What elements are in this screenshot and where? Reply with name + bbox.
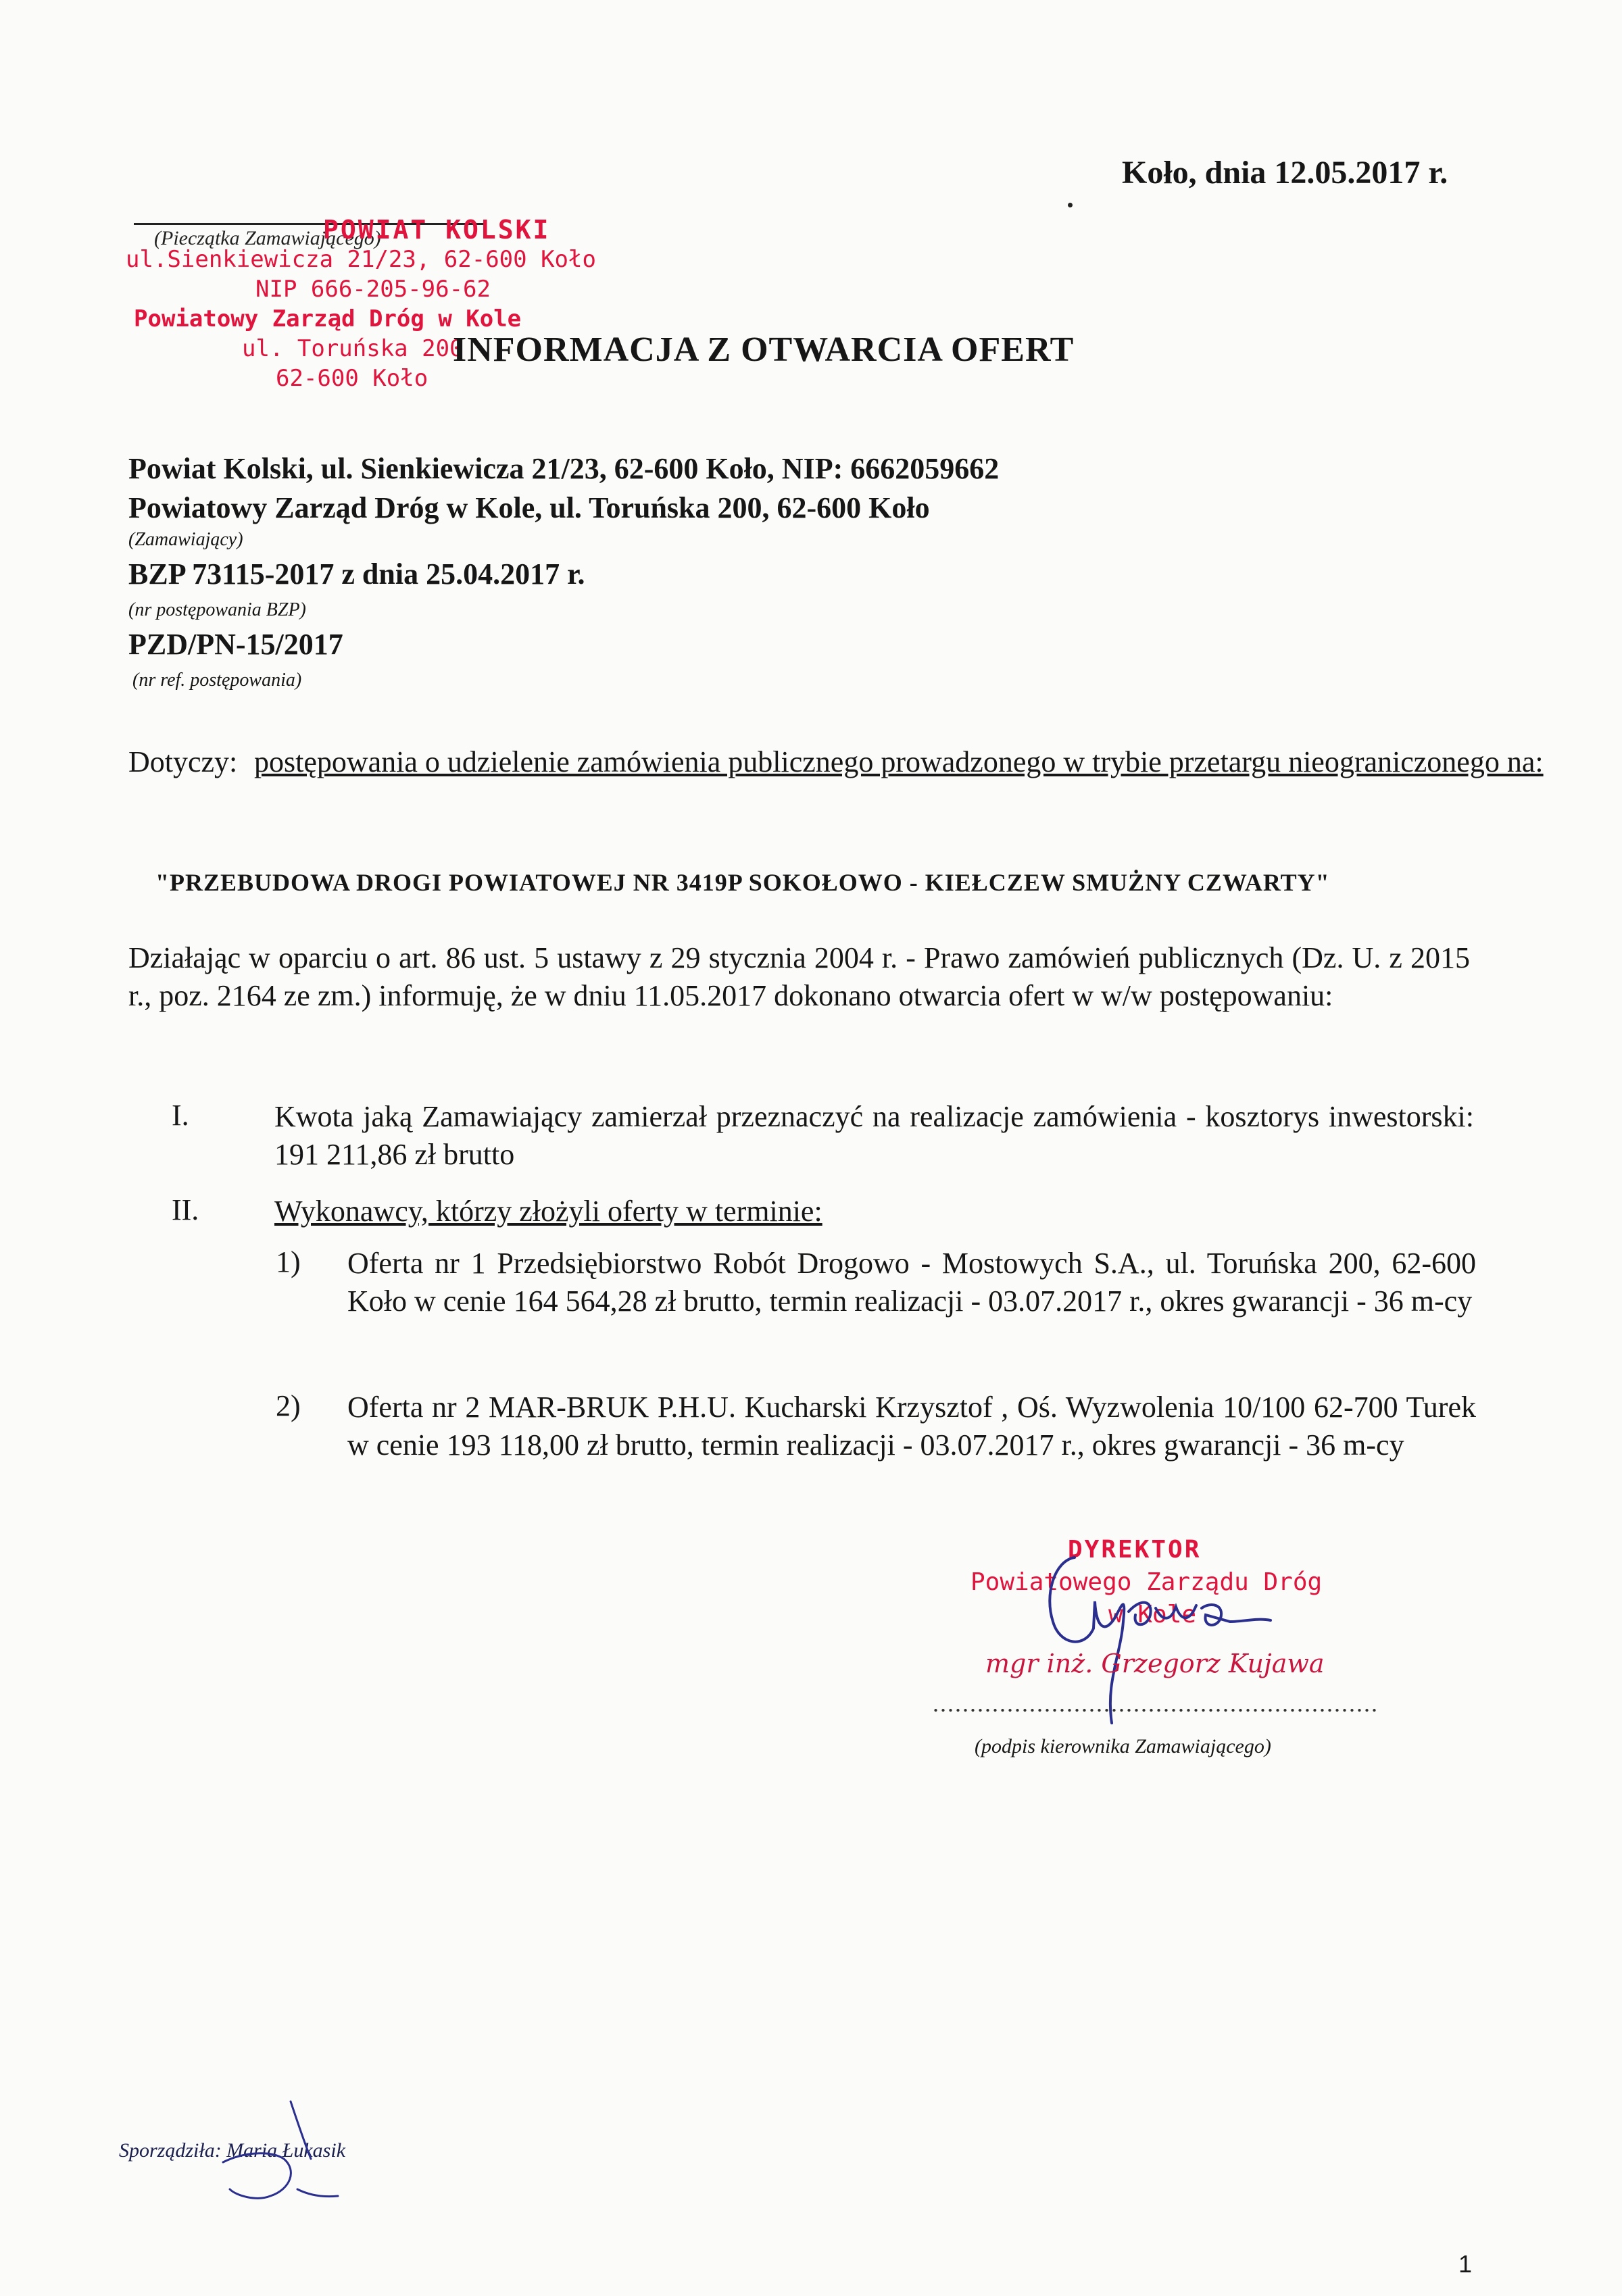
stamp-line-5: ul. Toruńska 200 — [242, 335, 464, 362]
signature-caption: (podpis kierownika Zamawiającego) — [975, 1735, 1271, 1757]
offer-2-number: 2) — [276, 1389, 301, 1422]
dotyczy-label: Dotyczy: — [128, 745, 238, 778]
dotyczy-row — [128, 743, 1561, 824]
dotyczy-text: postępowania o udzielenie zamówienia publicznego prowadzonego w trybie przetargu nieograniczonego na: — [254, 745, 1544, 778]
offer-1-text: Oferta nr 1 Przedsiębiorstwo Robót Drogowo - Mostowych S.A., ul. Toruńska 200, 62-600 Koło w cenie 164 564,28 zł brutto, termin realizacji - 03.07.2017 r., okres gwarancji - 36 m-cy — [347, 1247, 1476, 1318]
page-number: 1 — [1458, 2250, 1473, 2278]
party-label: (Zamawiający) — [128, 529, 243, 550]
signature-dotted-line: ............................................................ — [933, 1690, 1379, 1717]
party-line-2: Powiatowy Zarząd Dróg w Kole, ul. Toruńska 200, 62-600 Koło — [128, 491, 930, 524]
ref-number: PZD/PN-15/2017 — [128, 628, 343, 661]
signatory-name: mgr inż. Grzegorz Kujawa — [985, 1649, 1325, 1678]
director-stamp-line-3: w Kole — [1108, 1601, 1197, 1628]
party-line-1: Powiat Kolski, ul. Sienkiewicza 21/23, 62-600 Koło, NIP: 6662059662 — [128, 452, 1000, 485]
stamp-line-1: POWIAT KOLSKI — [323, 215, 551, 245]
stamp-line-4: Powiatowy Zarząd Dróg w Kole — [134, 305, 522, 332]
intro-paragraph: Działając w oparciu o art. 86 ust. 5 ustawy z 29 stycznia 2004 r. - Prawo zamówień publicznych (Dz. U. z 2015 r., poz. 2164 ze zm.) informuję, że w dniu 11.05.2017 dokonano otwarcia ofert w w/w postępowaniu: — [128, 941, 1470, 1012]
section-1-text: Kwota jaką Zamawiający zamierzał przeznaczyć na realizacje zamówienia - kosztorys inwestorski: 191 211,86 zł brutto — [274, 1100, 1474, 1171]
section-1-number: I. — [172, 1099, 189, 1132]
director-stamp-line-1: DYREKTOR — [1068, 1536, 1202, 1564]
offer-2-text: Oferta nr 2 MAR-BRUK P.H.U. Kucharski Krzysztof , Oś. Wyzwolenia 10/100 62-700 Turek w cenie 193 118,00 zł brutto, termin realizacji - 03.07.2017 r., okres gwarancji - 36 m-cy — [347, 1391, 1476, 1462]
procurement-subject: "PRZEBUDOWA DROGI POWIATOWEJ NR 3419P SOKOŁOWO - KIEŁCZEW SMUŻNY CZWARTY" — [155, 869, 1330, 896]
prepared-by: Sporządziła: Maria Łukasik — [119, 2139, 346, 2162]
stray-dot — [1068, 203, 1073, 207]
party-block — [128, 449, 999, 528]
stamp-line-6: 62-600 Koło — [276, 365, 428, 392]
ref-label: (nr ref. postępowania) — [132, 670, 302, 691]
bzp-number: BZP 73115-2017 z dnia 25.04.2017 r. — [128, 557, 585, 591]
stamp-line-3: NIP 666-205-96-62 — [255, 276, 491, 303]
director-stamp-line-2: Powiatowego Zarządu Dróg — [970, 1568, 1323, 1596]
bzp-label: (nr postępowania BZP) — [128, 599, 306, 620]
document-title: INFORMACJA Z OTWARCIA OFERT — [453, 330, 1075, 369]
section-2-number: II. — [172, 1193, 199, 1226]
stamp-line-2: ul.Sienkiewicza 21/23, 62-600 Koło — [126, 246, 596, 273]
seal-caption: (Pieczątka Zamawiającego) — [154, 227, 381, 249]
place-date: Koło, dnia 12.05.2017 r. — [1122, 155, 1448, 191]
offer-1-number: 1) — [276, 1245, 301, 1278]
section-2-text: Wykonawcy, którzy złożyli oferty w terminie: — [274, 1195, 822, 1228]
preparer-initials — [196, 2095, 358, 2210]
